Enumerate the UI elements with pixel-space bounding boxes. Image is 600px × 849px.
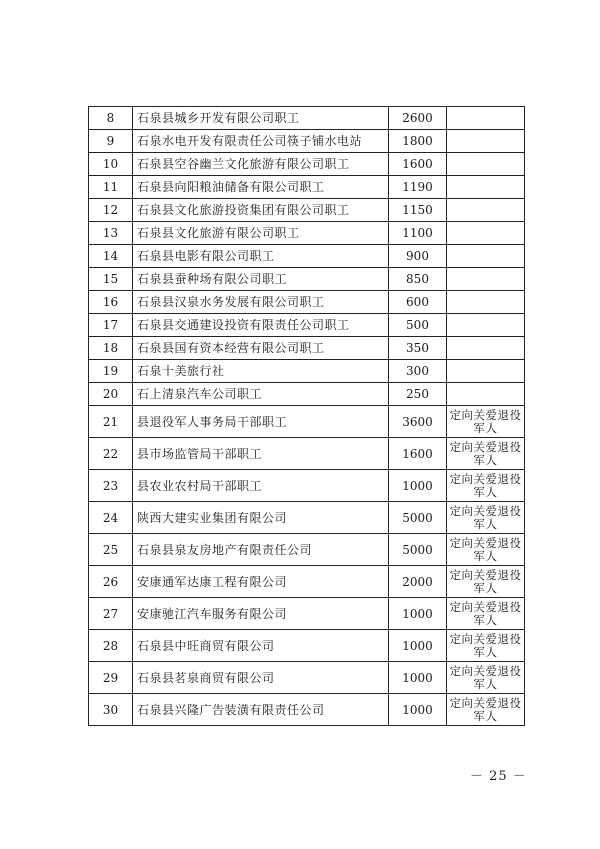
row-amount: 3600 — [389, 406, 447, 438]
row-amount: 350 — [389, 337, 447, 360]
row-note — [447, 153, 525, 176]
row-donor-name: 石泉县交通建设投资有限责任公司职工 — [133, 314, 389, 337]
row-note — [447, 222, 525, 245]
row-number: 29 — [89, 662, 133, 694]
row-amount: 1150 — [389, 199, 447, 222]
row-number: 18 — [89, 337, 133, 360]
page-number: － 25 － — [470, 769, 527, 784]
row-number: 17 — [89, 314, 133, 337]
row-amount: 1190 — [389, 176, 447, 199]
row-donor-name: 石泉县文化旅游有限公司职工 — [133, 222, 389, 245]
row-note: 定向关爱退役军人 — [447, 438, 525, 470]
row-number: 22 — [89, 438, 133, 470]
table-row — [89, 383, 525, 406]
row-amount: 600 — [389, 291, 447, 314]
table-row — [89, 153, 525, 176]
table-row — [89, 694, 525, 726]
row-note — [447, 245, 525, 268]
row-number: 25 — [89, 534, 133, 566]
row-donor-name: 安康通军达康工程有限公司 — [133, 566, 389, 598]
row-number: 13 — [89, 222, 133, 245]
row-amount: 5000 — [389, 502, 447, 534]
row-donor-name: 石泉县汉泉水务发展有限公司职工 — [133, 291, 389, 314]
row-amount: 1100 — [389, 222, 447, 245]
table-row — [89, 176, 525, 199]
row-donor-name: 石泉县中旺商贸有限公司 — [133, 630, 389, 662]
table-row — [89, 534, 525, 566]
row-number: 20 — [89, 383, 133, 406]
row-number: 11 — [89, 176, 133, 199]
table-row — [89, 360, 525, 383]
row-note: 定向关爱退役军人 — [447, 502, 525, 534]
row-donor-name: 石泉县茗泉商贸有限公司 — [133, 662, 389, 694]
row-note — [447, 130, 525, 153]
row-note: 定向关爱退役军人 — [447, 566, 525, 598]
row-amount: 1000 — [389, 598, 447, 630]
table-row — [89, 268, 525, 291]
table-row — [89, 438, 525, 470]
row-number: 12 — [89, 199, 133, 222]
row-amount: 5000 — [389, 534, 447, 566]
row-amount: 900 — [389, 245, 447, 268]
row-number: 23 — [89, 470, 133, 502]
row-donor-name: 安康驰江汽车服务有限公司 — [133, 598, 389, 630]
row-number: 24 — [89, 502, 133, 534]
row-donor-name: 县农业农村局干部职工 — [133, 470, 389, 502]
table-row — [89, 470, 525, 502]
table-row — [89, 314, 525, 337]
row-amount: 500 — [389, 314, 447, 337]
row-number: 8 — [89, 107, 133, 130]
row-note: 定向关爱退役军人 — [447, 406, 525, 438]
row-donor-name: 县市场监管局干部职工 — [133, 438, 389, 470]
row-number: 16 — [89, 291, 133, 314]
row-donor-name: 石泉县电影有限公司职工 — [133, 245, 389, 268]
row-number: 27 — [89, 598, 133, 630]
row-donor-name: 石泉水电开发有限责任公司筷子铺水电站 — [133, 130, 389, 153]
table-row — [89, 199, 525, 222]
donation-table-body — [89, 107, 525, 726]
table-row — [89, 630, 525, 662]
table-row — [89, 107, 525, 130]
table-row — [89, 598, 525, 630]
row-note: 定向关爱退役军人 — [447, 598, 525, 630]
row-amount: 1600 — [389, 153, 447, 176]
row-number: 26 — [89, 566, 133, 598]
row-note — [447, 176, 525, 199]
row-note: 定向关爱退役军人 — [447, 534, 525, 566]
row-note — [447, 383, 525, 406]
table-row — [89, 245, 525, 268]
row-number: 28 — [89, 630, 133, 662]
table-row — [89, 291, 525, 314]
row-donor-name: 石泉县城乡开发有限公司职工 — [133, 107, 389, 130]
row-amount: 850 — [389, 268, 447, 291]
table-row — [89, 337, 525, 360]
row-number: 19 — [89, 360, 133, 383]
row-note — [447, 107, 525, 130]
row-donor-name: 石泉县蚕种场有限公司职工 — [133, 268, 389, 291]
row-note — [447, 360, 525, 383]
row-note: 定向关爱退役军人 — [447, 694, 525, 726]
row-amount: 1000 — [389, 470, 447, 502]
row-number: 30 — [89, 694, 133, 726]
donation-table — [88, 106, 525, 726]
row-note: 定向关爱退役军人 — [447, 662, 525, 694]
table-row — [89, 222, 525, 245]
row-number: 15 — [89, 268, 133, 291]
row-donor-name: 石泉县向阳粮油储备有限公司职工 — [133, 176, 389, 199]
row-donor-name: 石泉县泉友房地产有限责任公司 — [133, 534, 389, 566]
row-number: 14 — [89, 245, 133, 268]
row-number: 21 — [89, 406, 133, 438]
row-note — [447, 291, 525, 314]
table-row — [89, 502, 525, 534]
row-donor-name: 陕西大建实业集团有限公司 — [133, 502, 389, 534]
row-amount: 300 — [389, 360, 447, 383]
table-row — [89, 566, 525, 598]
row-note — [447, 199, 525, 222]
row-note — [447, 337, 525, 360]
table-row — [89, 662, 525, 694]
row-note — [447, 268, 525, 291]
row-amount: 2600 — [389, 107, 447, 130]
row-amount: 1800 — [389, 130, 447, 153]
row-number: 10 — [89, 153, 133, 176]
row-donor-name: 县退役军人事务局干部职工 — [133, 406, 389, 438]
row-donor-name: 石泉县国有资本经营有限公司职工 — [133, 337, 389, 360]
row-donor-name: 石上清泉汽车公司职工 — [133, 383, 389, 406]
row-amount: 1000 — [389, 694, 447, 726]
row-donor-name: 石泉十美旅行社 — [133, 360, 389, 383]
row-donor-name: 石泉县空谷幽兰文化旅游有限公司职工 — [133, 153, 389, 176]
table-row — [89, 406, 525, 438]
row-amount: 2000 — [389, 566, 447, 598]
row-number: 9 — [89, 130, 133, 153]
row-amount: 1600 — [389, 438, 447, 470]
row-amount: 1000 — [389, 630, 447, 662]
row-note: 定向关爱退役军人 — [447, 630, 525, 662]
table-row — [89, 130, 525, 153]
row-amount: 250 — [389, 383, 447, 406]
row-note — [447, 314, 525, 337]
row-amount: 1000 — [389, 662, 447, 694]
row-donor-name: 石泉县兴隆广告装潢有限责任公司 — [133, 694, 389, 726]
row-note: 定向关爱退役军人 — [447, 470, 525, 502]
row-donor-name: 石泉县文化旅游投资集团有限公司职工 — [133, 199, 389, 222]
